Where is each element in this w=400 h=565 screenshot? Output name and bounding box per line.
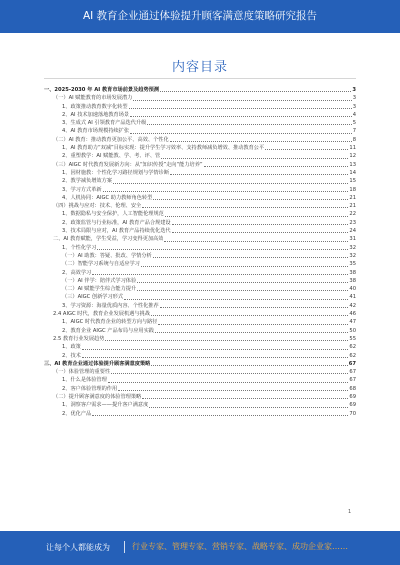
- toc-leader-dots: [172, 223, 349, 225]
- toc-entry[interactable]: [44, 86, 356, 94]
- toc-entry-page: 68: [349, 385, 356, 392]
- toc-entry-page: 70: [349, 410, 356, 417]
- toc-entry-page: 55: [349, 335, 356, 342]
- toc-entry-label: 3、学习方式革新: [62, 186, 102, 193]
- toc-entry-page: 40: [349, 286, 356, 293]
- toc-leader-dots: [161, 157, 348, 159]
- toc-entry-label: 一、2025-2030 年 AI 教育市场前景及趋势预测: [44, 87, 160, 93]
- toc-leader-dots: [164, 240, 348, 242]
- toc-leader-dots: [142, 397, 348, 399]
- toc-entry[interactable]: [44, 310, 356, 318]
- toc-leader-dots: [141, 265, 349, 267]
- toc-divider: [44, 78, 356, 79]
- toc-entry-page: 15: [349, 178, 356, 185]
- toc-entry-page: 8: [352, 136, 356, 143]
- toc-entry-label: 2、AI 技术加速落地教育场景: [62, 111, 130, 118]
- toc-entry-page: 69: [349, 402, 356, 409]
- toc-entry-label: 3、生成式 AI 引领教育产品迭代升级: [62, 120, 147, 127]
- toc-entry[interactable]: [44, 335, 356, 343]
- toc-entry[interactable]: [44, 111, 356, 119]
- toc-entry-page: 4: [352, 111, 356, 118]
- toc-entry-page: 5: [352, 120, 356, 127]
- toc-entry[interactable]: [44, 410, 356, 418]
- toc-entry-page: 32: [349, 244, 356, 251]
- toc-leader-dots: [118, 389, 348, 391]
- toc-leader-dots: [165, 215, 349, 217]
- toc-leader-dots: [124, 298, 348, 300]
- toc-entry[interactable]: [44, 127, 356, 135]
- toc-leader-dots: [142, 206, 348, 208]
- toc-entry-label: 1、AI 教育助力“双减”目标实现：提升学生学习效率、支持教师减负增效、推动教育公平: [62, 145, 265, 152]
- footer-divider: [124, 541, 125, 553]
- toc-entry-page: 38: [349, 269, 356, 276]
- toc-entry[interactable]: [44, 219, 356, 227]
- toc-leader-dots: [265, 148, 348, 150]
- toc-entry-label: 4、人机协同：AIGC 助力教师角色转型: [62, 194, 153, 201]
- toc-entry-label: （二）AI 赋能学生综合能力提升: [62, 286, 137, 293]
- toc-entry-label: 三、AI 教育企业通过体验提升顾客满意度策略: [44, 360, 151, 367]
- toc-entry-label: 1、政策: [62, 344, 81, 351]
- toc-leader-dots: [170, 173, 348, 175]
- toc-entry[interactable]: [44, 327, 356, 335]
- toc-entry[interactable]: [44, 401, 356, 409]
- toc-entry-page: 22: [349, 211, 356, 218]
- toc-leader-dots: [151, 314, 348, 316]
- toc-leader-dots: [82, 356, 349, 358]
- toc-leader-dots: [204, 165, 349, 167]
- toc-leader-dots: [103, 190, 349, 192]
- toc-entry-label: 1、个性化学习: [62, 244, 97, 251]
- footer-slogan: 让每个人都能成为: [46, 543, 110, 552]
- toc-leader-dots: [133, 99, 351, 101]
- toc-entry[interactable]: [44, 119, 356, 127]
- toc-entry-label: （一）AI 赋能教育的市场发展潜力: [53, 95, 133, 102]
- toc-entry-page: 23: [349, 219, 356, 226]
- toc-entry[interactable]: [44, 103, 356, 111]
- toc-entry[interactable]: [44, 302, 356, 310]
- toc-leader-dots: [137, 281, 348, 283]
- toc-leader-dots: [147, 123, 351, 125]
- toc-entry-label: 1、什么是体验管理: [62, 377, 107, 384]
- table-of-contents: [44, 86, 356, 418]
- toc-entry-label: （一）AI 助教：答疑、批改、学情分析: [62, 252, 152, 259]
- toc-leader-dots: [170, 140, 352, 142]
- toc-entry-page: 47: [349, 319, 356, 326]
- report-header-bar: [0, 0, 400, 33]
- toc-entry-label: 2、教学减负增效方案: [62, 178, 112, 185]
- toc-entry[interactable]: [44, 186, 356, 194]
- toc-leader-dots: [155, 331, 348, 333]
- toc-entry-label: 2、技术: [62, 352, 81, 359]
- toc-leader-dots: [149, 406, 348, 408]
- toc-entry-label: 2、政策监管与行业标准，AI 教育产品合规建设: [62, 219, 171, 226]
- toc-entry-page: 46: [349, 311, 356, 318]
- toc-leader-dots: [172, 231, 349, 233]
- toc-entry[interactable]: [44, 260, 356, 268]
- toc-leader-dots: [113, 182, 348, 184]
- toc-entry-label: 2、重塑教学：AI 赋能教、学、考、评、管: [62, 153, 161, 160]
- toc-entry[interactable]: [44, 210, 356, 218]
- toc-entry-page: 12: [349, 153, 356, 160]
- toc-entry-label: （四）挑战与应对：技术、伦理、安全: [53, 203, 142, 210]
- toc-entry-label: （一）体验管理的重要性: [53, 369, 111, 376]
- toc-entry-page: 11: [349, 145, 356, 152]
- toc-entry[interactable]: [44, 368, 356, 376]
- toc-entry[interactable]: [44, 144, 356, 152]
- toc-entry-page: 67: [349, 369, 356, 376]
- toc-entry-page: 3: [352, 87, 356, 93]
- toc-entry-page: 14: [349, 169, 356, 176]
- toc-entry-page: 62: [349, 352, 356, 359]
- toc-entry[interactable]: [44, 202, 356, 210]
- toc-entry[interactable]: [44, 293, 356, 301]
- toc-entry[interactable]: [44, 136, 356, 144]
- toc-entry[interactable]: [44, 235, 356, 243]
- toc-entry[interactable]: [44, 277, 356, 285]
- toc-entry[interactable]: [44, 352, 356, 360]
- toc-leader-dots: [105, 339, 348, 341]
- toc-entry[interactable]: [44, 360, 356, 368]
- toc-entry-page: 3: [352, 103, 356, 110]
- toc-entry[interactable]: [44, 169, 356, 177]
- toc-entry-page: 69: [349, 393, 356, 400]
- toc-entry-label: 2.5 教育行业发展趋势: [53, 335, 105, 342]
- toc-leader-dots: [160, 306, 349, 308]
- toc-entry-label: 1、数据隐私与安全保护，人工智能伦理规范: [62, 211, 164, 218]
- toc-entry[interactable]: [44, 177, 356, 185]
- toc-entry-label: 3、学习资源：海量优质内容、个性化推荐: [62, 302, 159, 309]
- toc-entry-page: 31: [349, 236, 356, 243]
- toc-entry[interactable]: [44, 393, 356, 401]
- toc-leader-dots: [82, 348, 349, 350]
- footer-tagline: 行业专家、管理专家、营销专家、战略专家、成功企业家……: [132, 542, 348, 551]
- toc-entry-page: 24: [349, 228, 356, 235]
- toc-entry-page: 67: [348, 360, 356, 367]
- toc-entry-page: 38: [349, 277, 356, 284]
- toc-entry-label: 二、AI 教育赋能，学生受益，学习变得更加高效: [53, 236, 164, 243]
- toc-leader-dots: [129, 107, 352, 109]
- toc-entry[interactable]: [44, 252, 356, 260]
- toc-entry-label: （三）AIGC 时代教育发展新方向：从“知识传授”走向“能力培养”: [53, 161, 203, 168]
- toc-entry[interactable]: [44, 269, 356, 277]
- toc-entry-label: 2、优化产品: [62, 410, 92, 417]
- toc-entry-label: 2、高效学习: [62, 269, 92, 276]
- toc-entry-page: 18: [349, 186, 356, 193]
- toc-entry-page: 67: [349, 377, 356, 384]
- footer-banner: [0, 531, 400, 565]
- toc-entry[interactable]: [44, 152, 356, 160]
- toc-leader-dots: [108, 381, 349, 383]
- toc-entry-page: 7: [352, 128, 356, 135]
- toc-entry[interactable]: [44, 285, 356, 293]
- toc-entry[interactable]: [44, 94, 356, 102]
- toc-entry-label: 1、因材施教：个性化学习路径规划与学情诊断: [62, 169, 170, 176]
- toc-entry[interactable]: [44, 376, 356, 384]
- toc-leader-dots: [151, 364, 347, 366]
- toc-entry[interactable]: [44, 343, 356, 351]
- toc-entry-label: 1、洞察客户需求——提升客户满意度: [62, 402, 149, 409]
- toc-entry-page: 32: [349, 252, 356, 259]
- toc-entry-page: 21: [349, 194, 356, 201]
- toc-entry[interactable]: [44, 161, 356, 169]
- toc-entry[interactable]: [44, 385, 356, 393]
- toc-entry-page: 62: [349, 344, 356, 351]
- toc-entry-label: 2、客户体验管理的作用: [62, 385, 118, 392]
- toc-entry-label: 2、教育企业 AIGC 产品布局与应用实践: [62, 327, 154, 334]
- toc-entry-page: 13: [349, 161, 356, 168]
- toc-entry-label: （二）AI 教育：推动教育更加公平、高效、个性化: [53, 136, 169, 143]
- toc-leader-dots: [130, 115, 352, 117]
- toc-entry-label: （二）智能学习系统与自适应学习: [62, 261, 140, 268]
- toc-entry[interactable]: [44, 194, 356, 202]
- toc-leader-dots: [160, 90, 351, 92]
- toc-leader-dots: [92, 273, 348, 275]
- toc-leader-dots: [130, 132, 352, 134]
- toc-entry[interactable]: [44, 244, 356, 252]
- toc-leader-dots: [92, 414, 348, 416]
- toc-leader-dots: [111, 372, 348, 374]
- toc-entry-label: 1、政策推动教育数字化转型: [62, 103, 128, 110]
- toc-entry-page: 41: [349, 294, 356, 301]
- toc-entry-label: 4、AI 教育市场规模持续扩张: [62, 128, 130, 135]
- toc-entry-label: 3、技术局限与应对，AI 教育产品持续优化迭代: [62, 228, 171, 235]
- toc-entry-page: 35: [349, 261, 356, 268]
- toc-entry-label: （三）AIGC 创新学习形式: [62, 294, 124, 301]
- toc-entry[interactable]: [44, 318, 356, 326]
- toc-entry-page: 42: [349, 302, 356, 309]
- toc-leader-dots: [153, 198, 348, 200]
- toc-entry-label: 2.4 AIGC 时代，教育企业发展机遇与挑战: [53, 311, 150, 318]
- toc-entry-label: （一）AI 伴学：陪伴式学习体验: [62, 277, 137, 284]
- toc-entry-label: （二）提升顾客满意度的体验管理策略: [53, 393, 142, 400]
- page-number: 1: [348, 509, 352, 515]
- toc-leader-dots: [153, 256, 349, 258]
- toc-leader-dots: [158, 323, 348, 325]
- toc-entry-page: 21: [349, 203, 356, 210]
- toc-entry[interactable]: [44, 227, 356, 235]
- toc-entry-page: 50: [349, 327, 356, 334]
- report-title: AI 教育企业通过体验提升顾客满意度策略研究报告: [82, 10, 318, 22]
- toc-leader-dots: [97, 248, 348, 250]
- toc-leader-dots: [137, 289, 348, 291]
- toc-entry-page: 3: [352, 95, 356, 102]
- toc-entry-label: 1、AIGC 时代教育企业的转型方向与路径: [62, 319, 158, 326]
- toc-heading: 内容目录: [171, 60, 228, 75]
